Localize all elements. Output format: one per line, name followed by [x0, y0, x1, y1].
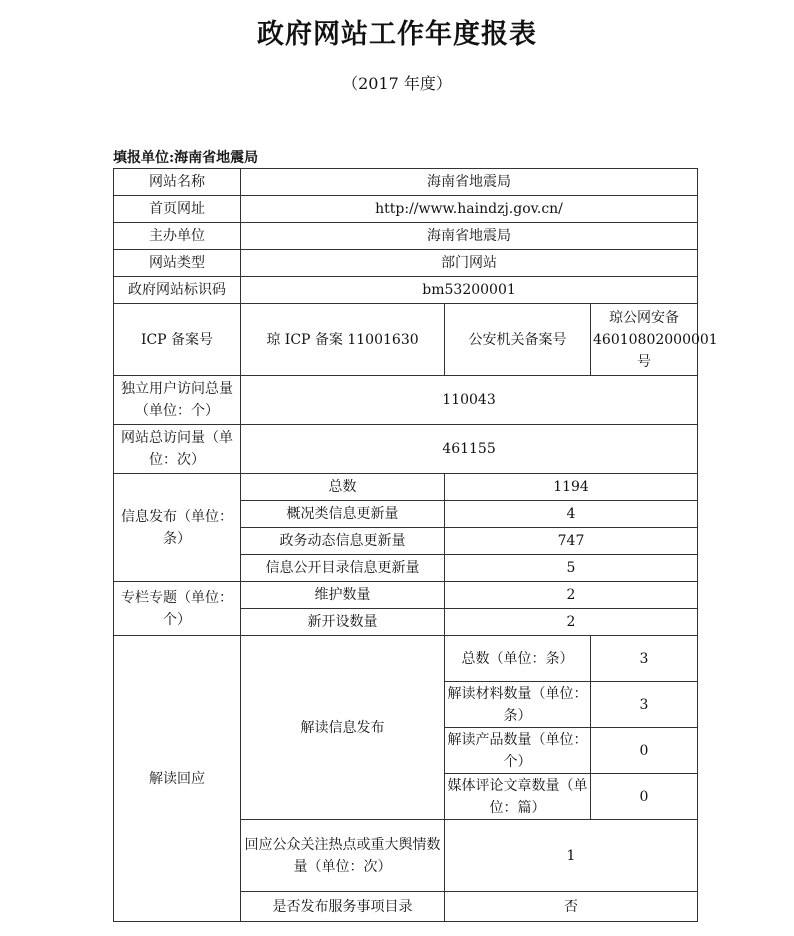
- table-row: [114, 474, 698, 501]
- interpretation-item-label: 解读产品数量（单位：个）: [445, 728, 591, 774]
- info-item-label: 总数: [241, 474, 445, 501]
- reporting-unit: 填报单位:海南省地震局: [113, 150, 259, 166]
- table-row: [114, 277, 698, 304]
- table-row: [114, 376, 698, 425]
- police-record-value: 琼公网安备 46010802000001 号: [591, 304, 698, 376]
- info-item-value: 4: [445, 501, 698, 528]
- site-id-value: bm53200001: [241, 277, 698, 304]
- table-row: [114, 582, 698, 609]
- info-item-label: 政务动态信息更新量: [241, 528, 445, 555]
- table-row: [114, 425, 698, 474]
- columns-label: 专栏专题（单位：个）: [114, 582, 241, 636]
- sponsor-label: 主办单位: [114, 223, 241, 250]
- service-catalog-value: 否: [445, 892, 698, 922]
- site-id-label: 政府网站标识码: [114, 277, 241, 304]
- columns-item-label: 新开设数量: [241, 609, 445, 636]
- police-record-label: 公安机关备案号: [445, 304, 591, 376]
- homepage-label: 首页网址: [114, 196, 241, 223]
- table-row: [114, 250, 698, 277]
- interpretation-publish-label: 解读信息发布: [241, 636, 445, 820]
- report-title: 政府网站工作年度报表: [257, 19, 537, 50]
- site-name-label: 网站名称: [114, 169, 241, 196]
- table-row: [114, 196, 698, 223]
- service-catalog-label: 是否发布服务事项目录: [241, 892, 445, 922]
- site-name-value: 海南省地震局: [241, 169, 698, 196]
- interpretation-label: 解读回应: [114, 636, 241, 922]
- hotspot-label: 回应公众关注热点或重大舆情数量（单位：次）: [241, 820, 445, 892]
- site-type-label: 网站类型: [114, 250, 241, 277]
- info-item-value: 5: [445, 555, 698, 582]
- columns-item-value: 2: [445, 609, 698, 636]
- info-item-label: 概况类信息更新量: [241, 501, 445, 528]
- hotspot-value: 1: [445, 820, 698, 892]
- table-row: [114, 169, 698, 196]
- info-item-value: 747: [445, 528, 698, 555]
- unique-visitors-value: 110043: [241, 376, 698, 425]
- icp-label: ICP 备案号: [114, 304, 241, 376]
- info-item-label: 信息公开目录信息更新量: [241, 555, 445, 582]
- columns-item-label: 维护数量: [241, 582, 445, 609]
- interpretation-item-label: 媒体评论文章数量（单位：篇）: [445, 774, 591, 820]
- info-item-value: 1194: [445, 474, 698, 501]
- report-year: （2017 年度）: [342, 74, 452, 93]
- interpretation-item-value: 3: [591, 682, 698, 728]
- columns-item-value: 2: [445, 582, 698, 609]
- homepage-value: http://www.haindzj.gov.cn/: [241, 196, 698, 223]
- table-row: [114, 223, 698, 250]
- interpretation-item-label: 总数（单位：条）: [445, 636, 591, 682]
- interpretation-item-label: 解读材料数量（单位：条）: [445, 682, 591, 728]
- site-type-value: 部门网站: [241, 250, 698, 277]
- icp-value: 琼 ICP 备案 11001630: [241, 304, 445, 376]
- total-visits-value: 461155: [241, 425, 698, 474]
- interpretation-item-value: 0: [591, 728, 698, 774]
- unique-visitors-label: 独立用户访问总量（单位：个）: [114, 376, 241, 425]
- sponsor-value: 海南省地震局: [241, 223, 698, 250]
- total-visits-label: 网站总访问量（单位：次）: [114, 425, 241, 474]
- interpretation-item-value: 0: [591, 774, 698, 820]
- interpretation-item-value: 3: [591, 636, 698, 682]
- table-row: [114, 304, 698, 376]
- report-table: [113, 168, 718, 922]
- info-publish-label: 信息发布（单位：条）: [114, 474, 241, 582]
- table-row: [114, 636, 698, 682]
